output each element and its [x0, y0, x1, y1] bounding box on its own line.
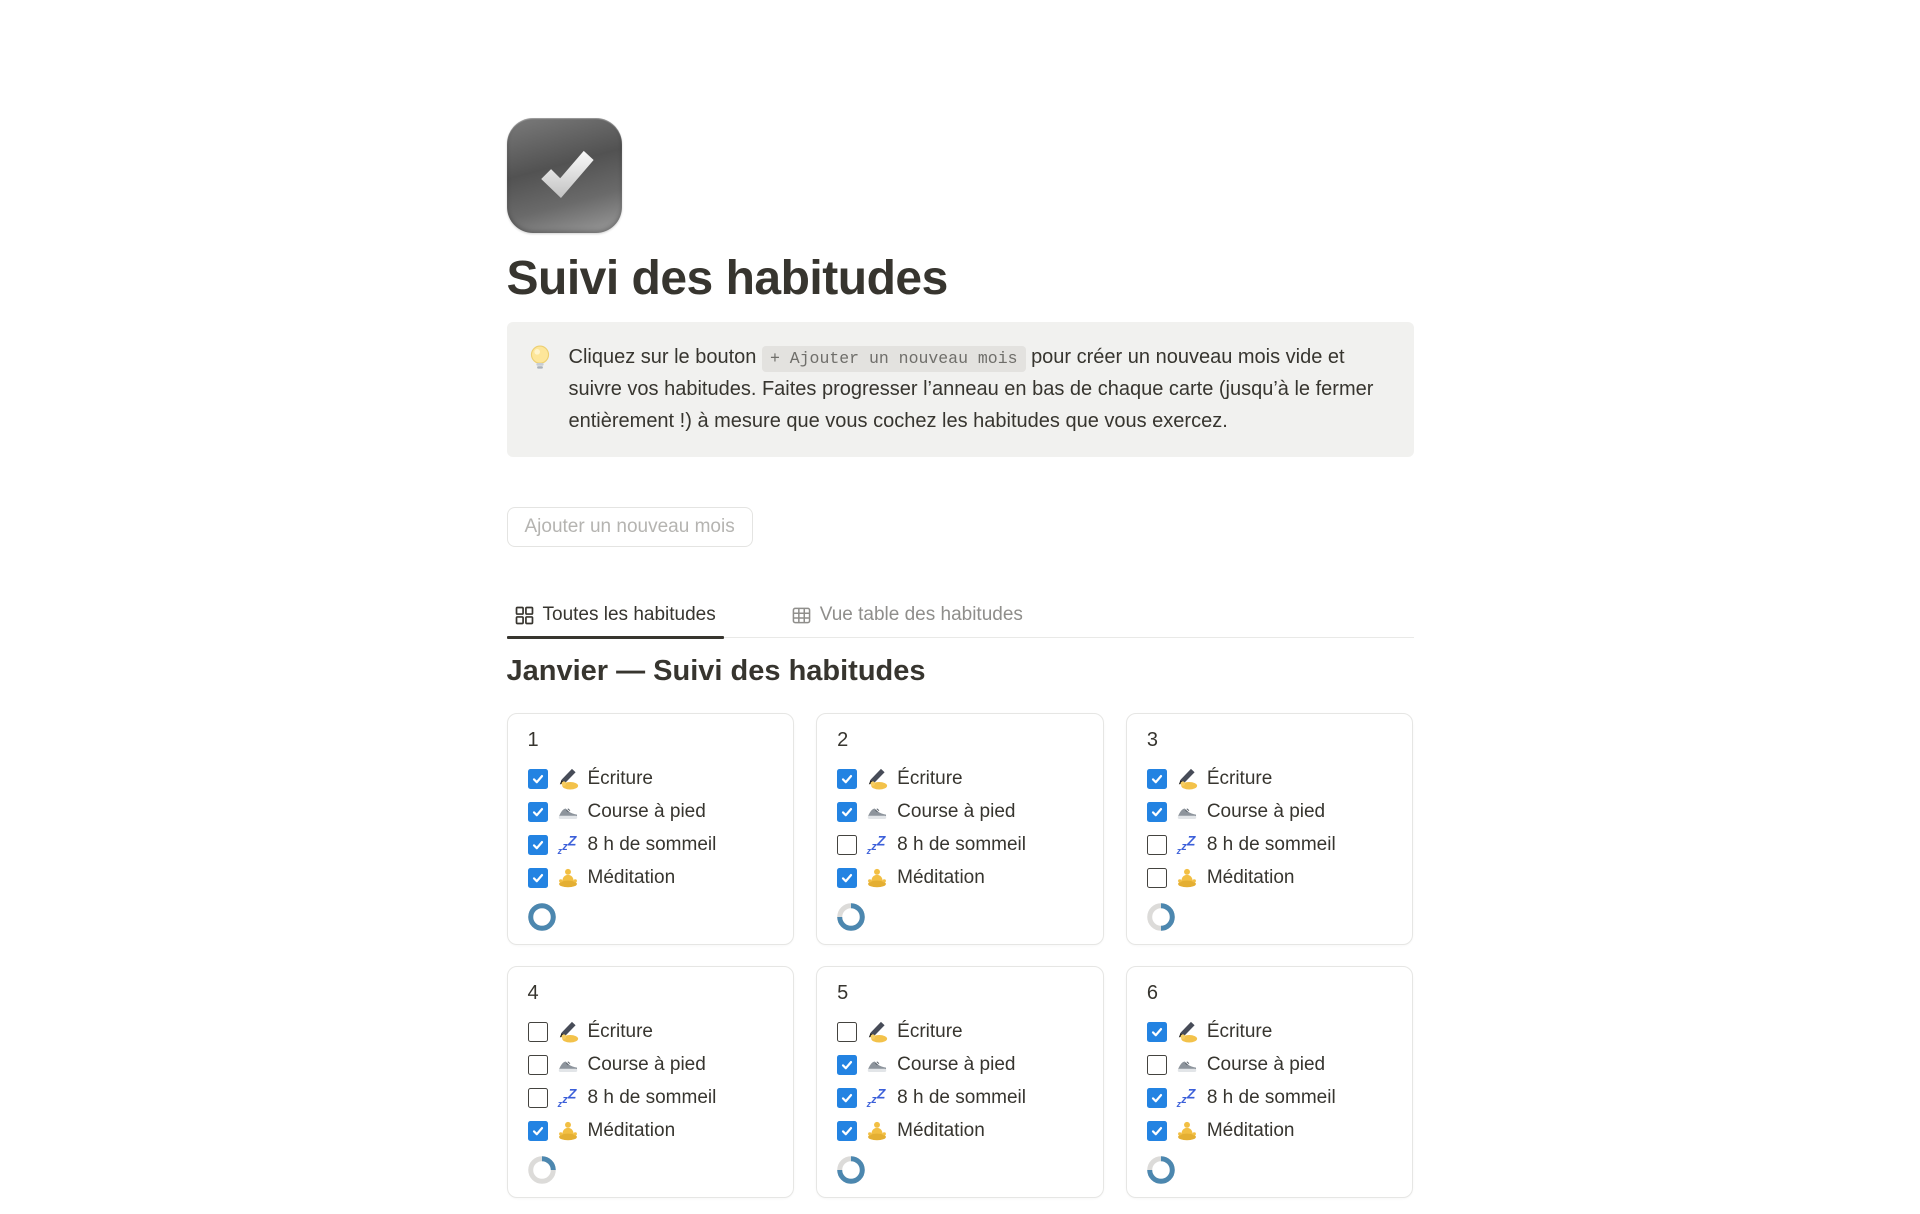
- habit-row: [837, 1081, 1083, 1114]
- habit-label: Écriture: [1206, 1020, 1273, 1042]
- habit-label: Course à pied: [1206, 800, 1326, 822]
- habit-checkbox[interactable]: [837, 835, 857, 855]
- svg-text:Z: Z: [1186, 833, 1196, 849]
- habit-row: [1147, 828, 1393, 861]
- svg-text:z: z: [1176, 845, 1181, 856]
- svg-text:z: z: [866, 1098, 872, 1109]
- habit-checkbox[interactable]: [837, 802, 857, 822]
- habit-label: 8 h de sommeil: [897, 833, 1026, 855]
- progress-ring: [837, 903, 865, 931]
- lotus-person-emoji: [1176, 1120, 1198, 1142]
- habit-checkbox[interactable]: [1147, 769, 1167, 789]
- svg-text:z: z: [1181, 1093, 1187, 1106]
- habit-checkbox[interactable]: [528, 868, 548, 888]
- card-day-title: 2: [837, 729, 849, 752]
- callout-text-after: pour créer un nouveau mois vide et suivre vos habitudes. Faites progresser l’anneau en bas de chaque carte (jusqu’à le fermer entièrement !) à mesure que vous cochez les habitudes que vous exercez.: [568, 345, 1374, 432]
- tab-table-view[interactable]: [784, 604, 1031, 637]
- progress-ring: [528, 903, 556, 931]
- habit-label: 8 h de sommeil: [897, 1086, 1026, 1108]
- habit-label: Méditation: [897, 1119, 985, 1141]
- running-shoe-emoji: [1176, 801, 1198, 823]
- svg-text:Z: Z: [877, 1086, 886, 1102]
- habit-checkbox[interactable]: [837, 1055, 857, 1075]
- view-tabs: [507, 604, 1414, 638]
- habit-label: 8 h de sommeil: [587, 1086, 717, 1108]
- habit-checkbox[interactable]: [1147, 1022, 1167, 1042]
- habit-row: [837, 795, 1083, 828]
- habit-checkbox[interactable]: [528, 1121, 548, 1141]
- running-shoe-emoji: [557, 1054, 579, 1076]
- svg-text:z: z: [561, 1093, 568, 1106]
- habit-card[interactable]: [1126, 966, 1414, 1198]
- svg-text:z: z: [871, 840, 877, 853]
- habit-checkbox[interactable]: [528, 769, 548, 789]
- lotus-person-emoji: [557, 867, 579, 889]
- habit-checkbox[interactable]: [528, 1088, 548, 1108]
- habit-row: [528, 861, 774, 894]
- habit-checkbox[interactable]: [1147, 1055, 1167, 1075]
- zzz-emoji: [557, 1087, 579, 1109]
- tab-all-habits[interactable]: [507, 604, 724, 637]
- habit-row: [837, 762, 1083, 795]
- svg-text:Z: Z: [567, 1086, 576, 1102]
- card-day-title: 4: [527, 982, 539, 1005]
- habit-label: Course à pied: [587, 1053, 706, 1075]
- habit-label: Méditation: [587, 1119, 676, 1141]
- svg-text:z: z: [561, 840, 568, 853]
- progress-ring: [1147, 903, 1175, 931]
- progress-ring: [837, 1156, 865, 1184]
- habit-label: Course à pied: [897, 800, 1016, 822]
- habit-card[interactable]: [816, 713, 1104, 945]
- lotus-person-emoji: [866, 1120, 888, 1142]
- running-shoe-emoji: [866, 1054, 888, 1076]
- running-shoe-emoji: [1176, 1054, 1198, 1076]
- writing-hand-emoji: [557, 768, 579, 790]
- habit-label: 8 h de sommeil: [1206, 833, 1336, 855]
- habit-row: [837, 1015, 1083, 1048]
- card-day-title: 5: [837, 982, 849, 1005]
- habit-label: 8 h de sommeil: [587, 833, 717, 855]
- gallery-view-icon: [515, 606, 534, 625]
- page-title: Suivi des habitudes: [506, 252, 948, 305]
- habit-checkbox[interactable]: [837, 1022, 857, 1042]
- inline-code-chip: + Ajouter un nouveau mois: [762, 346, 1026, 372]
- writing-hand-emoji: [557, 1021, 579, 1043]
- habit-card[interactable]: [816, 966, 1104, 1198]
- habit-checkbox[interactable]: [528, 1022, 548, 1042]
- habit-row: [1147, 762, 1393, 795]
- tab-label: Toutes les habitudes: [542, 604, 716, 626]
- habit-row: [528, 795, 774, 828]
- svg-text:Z: Z: [877, 833, 886, 849]
- habit-checkbox[interactable]: [1147, 1088, 1167, 1108]
- card-day-title: 1: [527, 729, 539, 752]
- habit-checkbox[interactable]: [528, 1055, 548, 1075]
- habit-row: [528, 1015, 774, 1048]
- check-mark-glyph: [526, 138, 602, 214]
- habit-row: [1147, 1081, 1393, 1114]
- habit-row: [1147, 1114, 1393, 1147]
- habit-row: [1147, 861, 1393, 894]
- page-body: [507, 0, 1414, 1214]
- habit-row: [528, 1081, 774, 1114]
- svg-text:Z: Z: [567, 833, 576, 849]
- habit-label: 8 h de sommeil: [1206, 1086, 1336, 1108]
- svg-text:z: z: [557, 845, 562, 856]
- habit-checkbox[interactable]: [1147, 802, 1167, 822]
- habit-label: Écriture: [897, 767, 963, 789]
- habit-checkbox[interactable]: [528, 802, 548, 822]
- habit-label: Méditation: [587, 866, 676, 888]
- svg-text:z: z: [557, 1098, 562, 1109]
- writing-hand-emoji: [866, 1021, 888, 1043]
- svg-text:Z: Z: [1186, 1086, 1196, 1102]
- habit-card[interactable]: [1126, 713, 1414, 945]
- progress-ring: [528, 1156, 556, 1184]
- svg-text:z: z: [871, 1093, 877, 1106]
- habit-row: [837, 861, 1083, 894]
- callout-text-before: Cliquez sur le bouton: [568, 345, 757, 368]
- svg-text:z: z: [1181, 840, 1187, 853]
- writing-hand-emoji: [866, 768, 888, 790]
- page-check-mark-icon[interactable]: [507, 118, 622, 233]
- habit-label: Méditation: [1206, 1119, 1295, 1141]
- month-heading: Janvier — Suivi des habitudes: [506, 655, 926, 688]
- habit-checkbox[interactable]: [837, 769, 857, 789]
- callout: [507, 322, 1414, 458]
- habit-card[interactable]: [507, 966, 795, 1198]
- habit-label: Course à pied: [1206, 1053, 1326, 1075]
- habit-checkbox[interactable]: [837, 868, 857, 888]
- writing-hand-emoji: [1176, 768, 1198, 790]
- habit-checkbox[interactable]: [837, 1088, 857, 1108]
- habit-label: Écriture: [1206, 767, 1273, 789]
- habit-label: Méditation: [1206, 866, 1295, 888]
- svg-text:z: z: [1176, 1098, 1181, 1109]
- habit-cards-grid: [507, 713, 1414, 1198]
- habit-row: [1147, 1015, 1393, 1048]
- habit-label: Écriture: [897, 1020, 963, 1042]
- tab-label: Vue table des habitudes: [819, 604, 1023, 626]
- habit-label: Méditation: [897, 866, 985, 888]
- habit-row: [528, 1114, 774, 1147]
- lotus-person-emoji: [866, 867, 888, 889]
- habit-checkbox[interactable]: [1147, 835, 1167, 855]
- habit-label: Écriture: [587, 767, 653, 789]
- progress-ring: [1147, 1156, 1175, 1184]
- lotus-person-emoji: [557, 1120, 579, 1142]
- zzz-emoji: [1176, 834, 1198, 856]
- habit-row: [837, 828, 1083, 861]
- habit-row: [528, 828, 774, 861]
- habit-label: Course à pied: [897, 1053, 1016, 1075]
- habit-label: Écriture: [587, 1020, 653, 1042]
- table-view-icon: [792, 606, 811, 625]
- callout-text: [569, 342, 1390, 438]
- running-shoe-emoji: [557, 801, 579, 823]
- habit-label: Course à pied: [587, 800, 706, 822]
- add-month-button[interactable]: Ajouter un nouveau mois: [507, 507, 753, 547]
- zzz-emoji: [866, 834, 888, 856]
- light-bulb-icon: [526, 344, 554, 372]
- running-shoe-emoji: [866, 801, 888, 823]
- card-day-title: 6: [1146, 982, 1158, 1005]
- lotus-person-emoji: [1176, 867, 1198, 889]
- card-day-title: 3: [1146, 729, 1158, 752]
- habit-checkbox[interactable]: [528, 835, 548, 855]
- habit-row: [1147, 1048, 1393, 1081]
- zzz-emoji: [866, 1087, 888, 1109]
- zzz-emoji: [557, 834, 579, 856]
- habit-row: [837, 1114, 1083, 1147]
- habit-row: [837, 1048, 1083, 1081]
- zzz-emoji: [1176, 1087, 1198, 1109]
- habit-checkbox[interactable]: [1147, 1121, 1167, 1141]
- habit-checkbox[interactable]: [1147, 868, 1167, 888]
- habit-card[interactable]: [507, 713, 795, 945]
- habit-row: [528, 762, 774, 795]
- habit-checkbox[interactable]: [837, 1121, 857, 1141]
- svg-text:z: z: [866, 845, 872, 856]
- writing-hand-emoji: [1176, 1021, 1198, 1043]
- habit-row: [1147, 795, 1393, 828]
- habit-row: [528, 1048, 774, 1081]
